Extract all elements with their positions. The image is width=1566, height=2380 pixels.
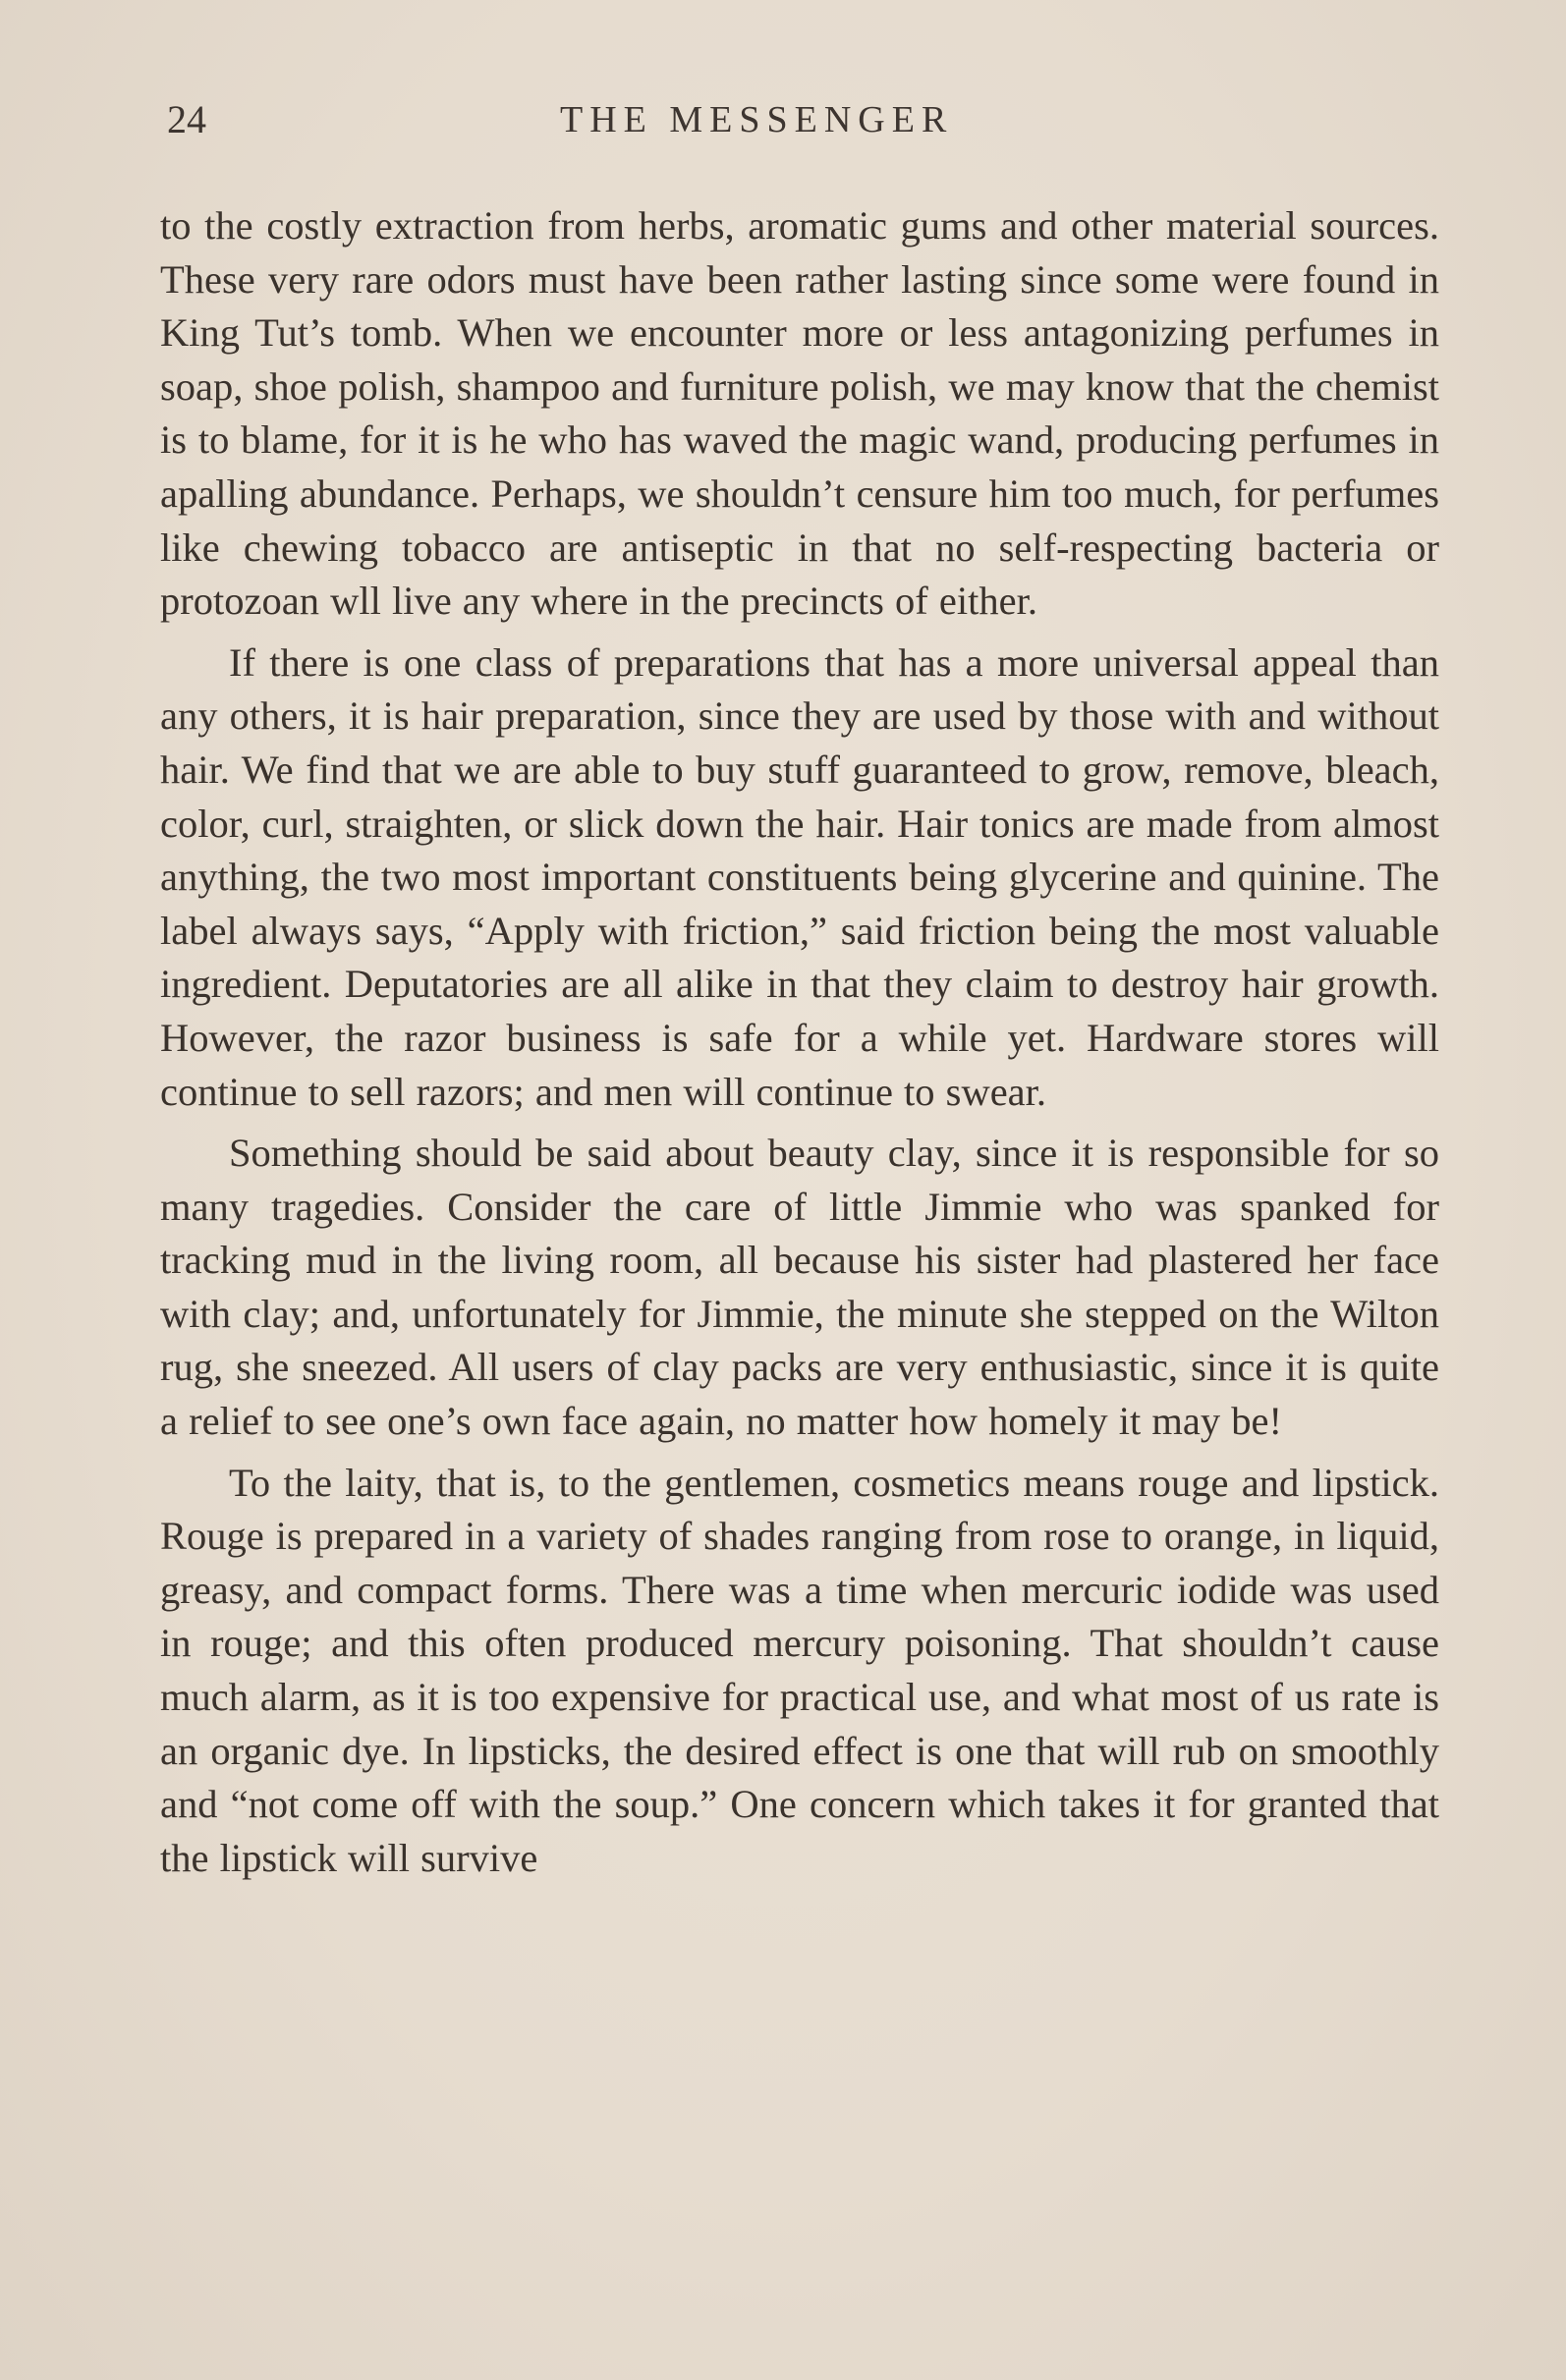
paragraph-hair-preparations: If there is one class of preparations that has a more universal appeal than any others, it is hair preparation, since they are used by those with and without hair. We find that we are able to buy stuff guaranteed to grow, remove, bleach, color, curl, straighten, or slick down the hair. Hair tonics are made from almost anything, the two most important constituents being glycerine and quinine. The label always says, “Apply with friction,” said friction being the most valuable ingredient. Deputatories are all alike in that they claim to destroy hair growth. However, the razor business is safe for a while yet. Hardware stores will continue to sell razors; and men will continue to swear. — [160, 639, 1439, 1114]
running-title: THE MESSENGER — [560, 99, 954, 140]
paragraph-perfumes: to the costly extraction from herbs, aromatic gums and other material sources. These very rare odors must have been rather lasting since some were found in King Tut’s tomb. When we encounter more or less antagonizing perfumes in soap, shoe polish, shampoo and furniture polish, we may know that the chemist is to blame, for it is he who has waved the magic wand, producing perfumes in apalling abundance. Perhaps, we shouldn’t censure him too much, for perfumes like chewing tobacco are antiseptic in that no self-respecting bacteria or protozoan wll live any where in the precincts of either. — [160, 203, 1439, 624]
body-text — [160, 199, 1439, 1885]
page-number: 24 — [167, 97, 206, 141]
page-header — [167, 90, 1444, 149]
paragraph-beauty-clay: Something should be said about beauty clay, since it is responsible for so many tragedies. Consider the care of little Jimmie who was spanked for tracking mud in the living room, all because his sister had plastered her face with clay; and, unfortunately for Jimmie, the minute she stepped on the Wilton rug, she sneezed. All users of clay packs are very enthusiastic, since it is quite a relief to see one’s own face again, no matter how homely it may be! — [160, 1131, 1439, 1444]
paragraph-rouge-lipstick: To the laity, that is, to the gentlemen, cosmetics means rouge and lipstick. Rouge is prepared in a variety of shades ranging from rose to orange, in liquid, greasy, and compact forms. There was a time when mercuric iodide was used in rouge; and this often produced mercury poisoning. That shouldn’t cause much alarm, as it is too expensive for practical use, and what most of us rate is an organic dye. In lipsticks, the desired effect is one that will rub on smoothly and “not come off with the soup.” One concern which takes it for granted that the lipstick will survive — [160, 1460, 1439, 1880]
